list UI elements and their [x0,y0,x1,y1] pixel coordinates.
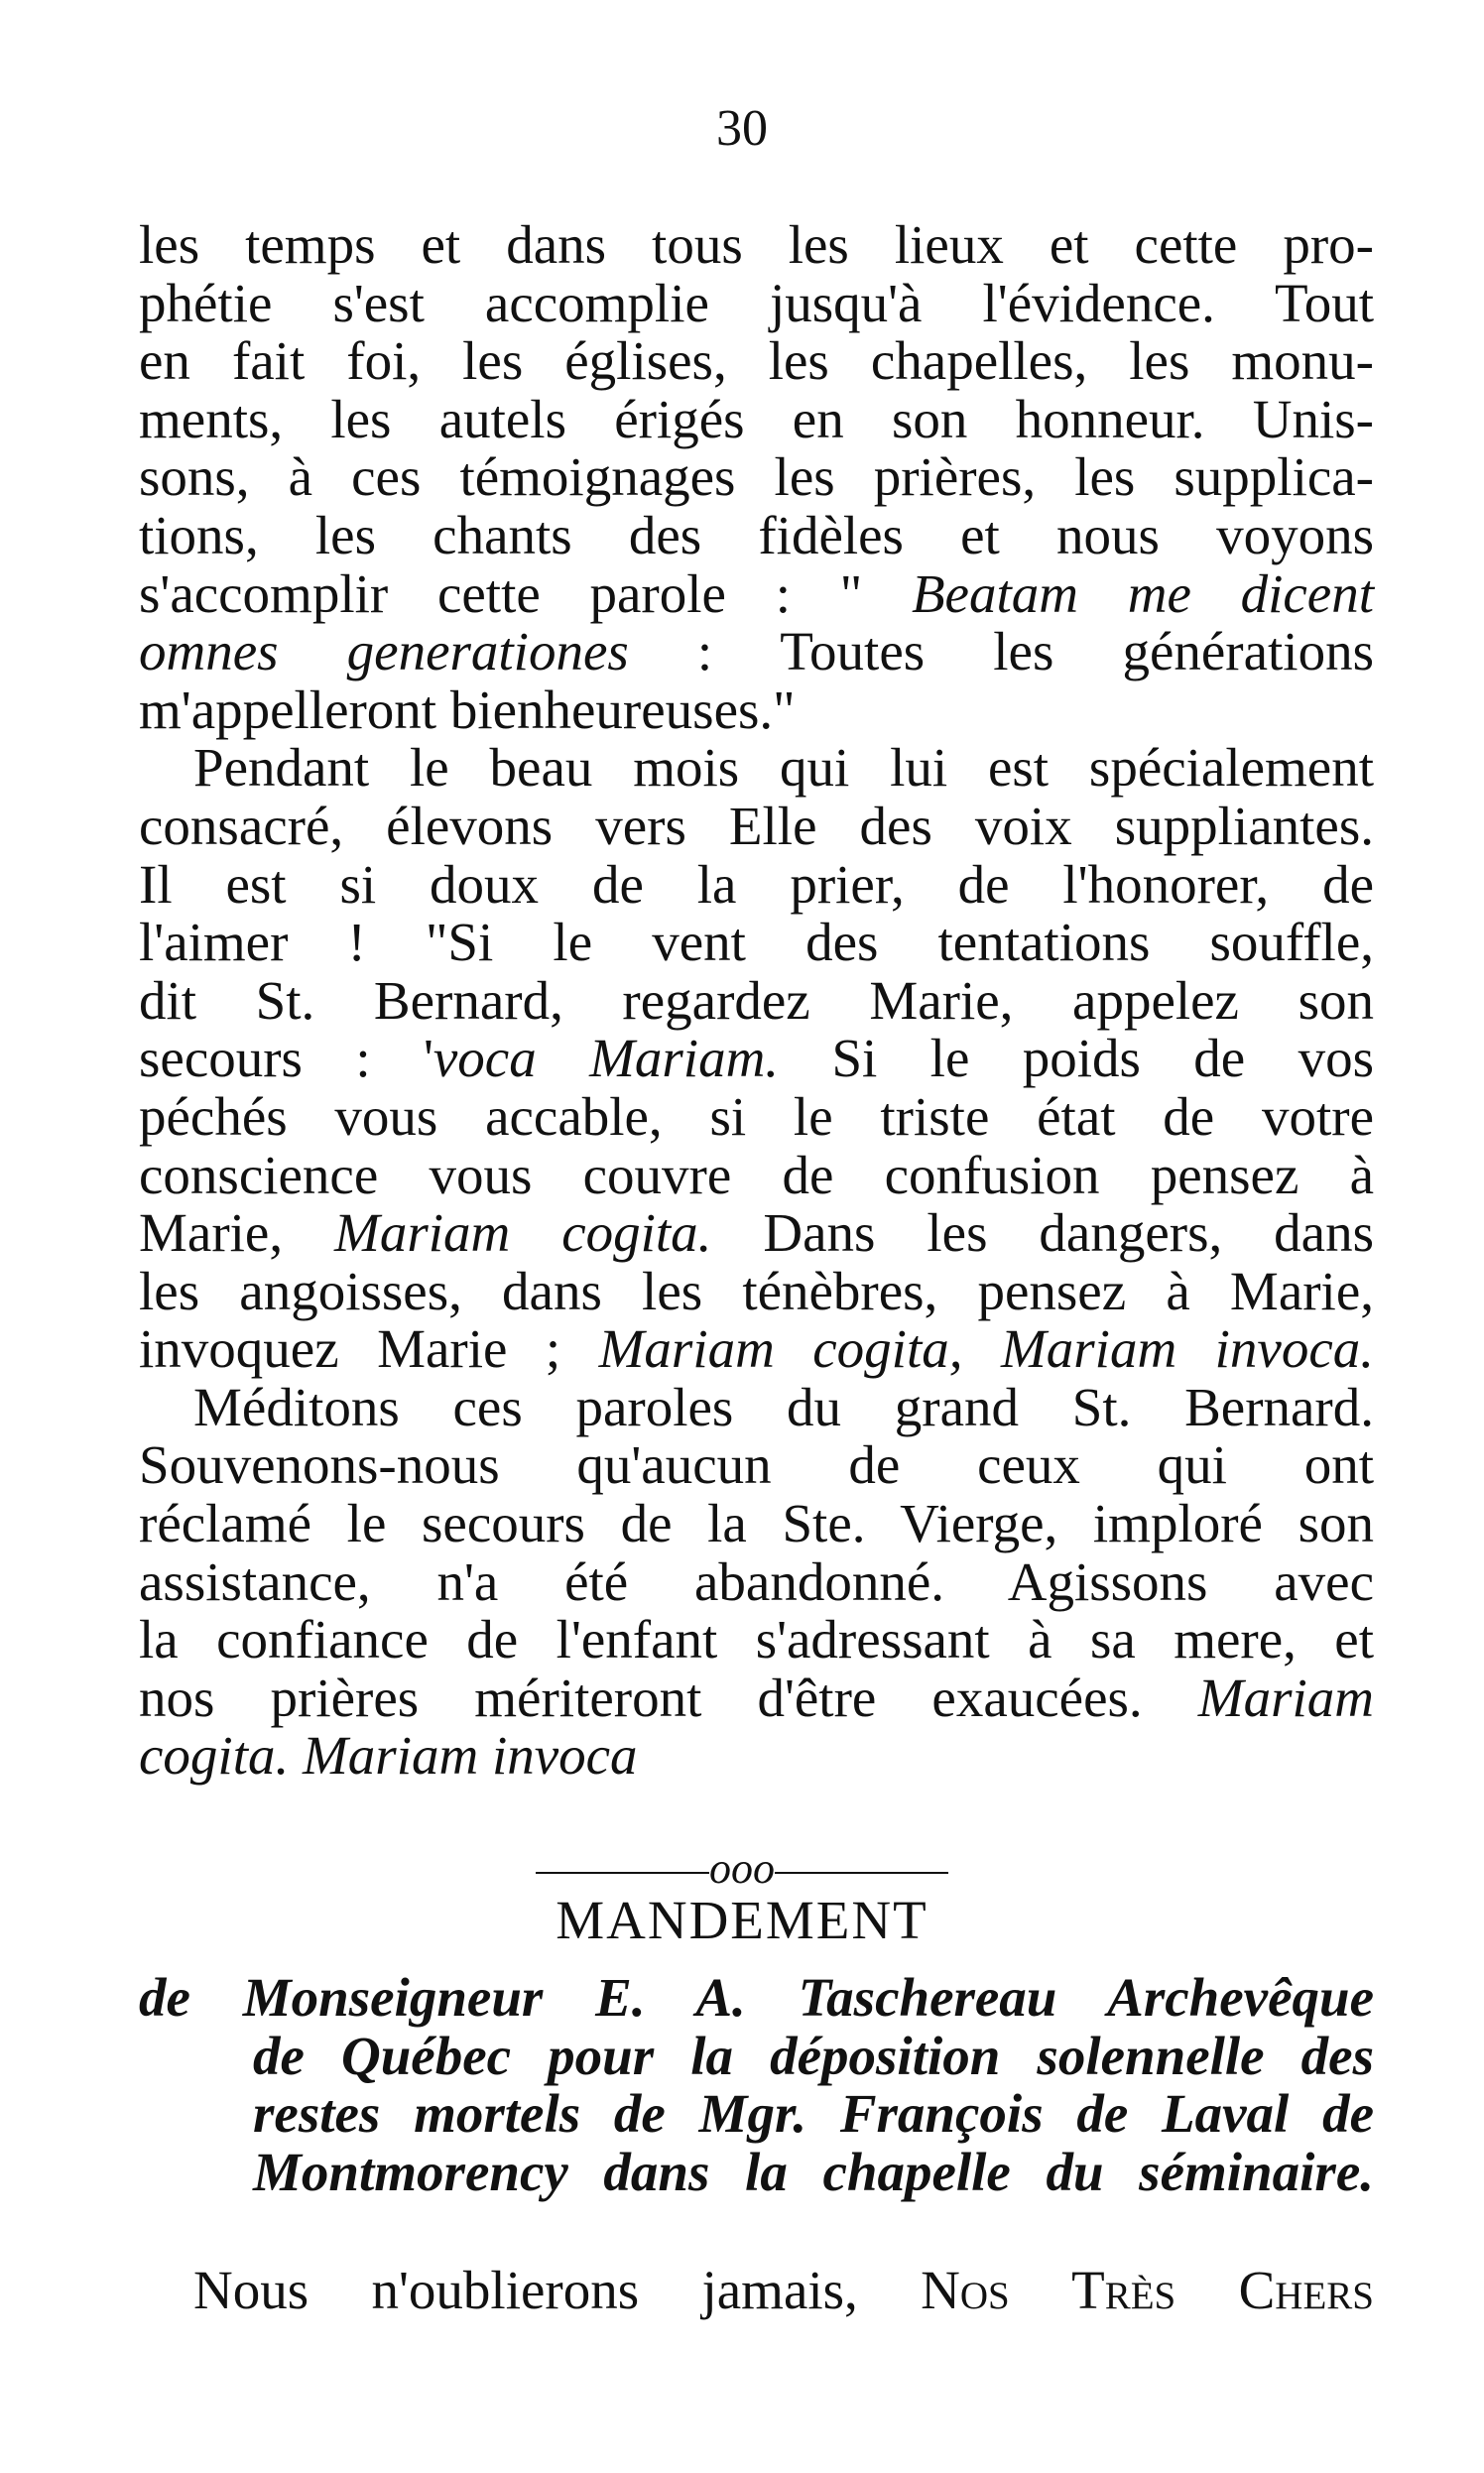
text-line [139,1204,1374,1263]
closing-text [139,2262,1374,2320]
text-span: : Toutes les générations [628,621,1374,682]
latin-quote: Beatam me dicent [911,562,1374,624]
text-line [139,562,1374,624]
text-span: Dans les dangers, dans [711,1202,1374,1264]
text-line: Souvenons-nous qu'aucun de ceux qui ont [139,1434,1374,1496]
text-span: invoquez Marie ; [139,1318,599,1380]
separator-rule [775,1872,948,1874]
separator-text: ooo [709,1844,775,1893]
text-line: dit St. Bernard, regardez Marie, appelez son [139,969,1374,1031]
text-line [139,623,1374,681]
latin-quote: Mariam [1197,1667,1374,1728]
section-subtitle [139,1969,1374,2201]
text-line: conscience vous couvre de confusion pensez à [139,1144,1374,1205]
latin-quote: Mariam cogita, Mariam invoca. [598,1318,1374,1380]
text-line: Pendant le beau mois qui lui est spécialement [193,737,1374,799]
text-span: s'accomplir cette parole : " [139,562,912,624]
text-line: m'appelleront bienheureuses." [139,679,796,740]
text-line [139,1030,1374,1088]
latin-quote: omnes generationes [139,621,629,682]
text-line [139,1320,1374,1379]
text-line: tions, les chants des fidèles et nous voyons [139,504,1374,565]
text-line: l'aimer ! "Si le vent des tentations souffle, [139,912,1374,973]
text-line: assistance, n'a été abandonné. Agissons avec [139,1550,1374,1612]
text-span: Si le poids de vos [779,1028,1374,1089]
section-separator [0,1844,1484,1894]
text-line: les angoisses, dans les ténèbres, pensez à Marie, [139,1260,1374,1321]
subtitle-line: restes mortels de Mgr. François de Laval de [253,2083,1374,2145]
text-span: nos prières mériteront d'être exaucées. [139,1667,1198,1728]
text-line: phétie s'est accomplie jusqu'à l'évidence. Tout [139,272,1374,333]
text-line [139,2262,1374,2320]
page-number: 30 [716,100,768,157]
text-span: Marie, [139,1202,335,1264]
text-line: Méditons ces paroles du grand St. Bernard. [193,1376,1374,1437]
latin-quote: cogita. Mariam invoca [139,1725,638,1787]
separator-rule [536,1872,709,1874]
section-heading: MANDEMENT [556,1890,928,1950]
subtitle-line: de Québec pour la déposition solennelle des [253,2025,1374,2086]
text-line: sons, à ces témoignages les prières, les supplica- [139,446,1374,508]
text-line [139,1669,1374,1728]
subtitle-line: Montmorency dans la chapelle du séminaire. [253,2141,1374,2202]
text-line [139,1727,1374,1786]
text-line: ments, les autels érigés en son honneur. Unis- [139,388,1374,449]
text-line: en fait foi, les églises, les chapelles, les monu- [139,330,1374,392]
text-line: péchés vous accable, si le triste état de votre [139,1085,1374,1147]
body-text [139,216,1374,1786]
subtitle-line: de Monseigneur E. A. Taschereau Archevêque [139,1967,1374,2028]
text-line: Il est si doux de la prier, de l'honorer, de [139,853,1374,915]
latin-quote: Mariam cogita. [334,1202,712,1264]
salutation: Nos Très Chers [921,2260,1374,2320]
text-line: les temps et dans tous les lieux et cette pro- [139,214,1374,275]
latin-quote: voca Mariam. [433,1028,780,1089]
text-line: réclamé le secours de la Ste. Vierge, imploré son [139,1493,1374,1554]
text-span: secours : ' [139,1028,433,1089]
text-span: Nous n'oublierons jamais, [193,2260,922,2320]
text-line: la confiance de l'enfant s'adressant à sa mere, et [139,1609,1374,1670]
text-line: consacré, élevons vers Elle des voix suppliantes. [139,795,1374,856]
